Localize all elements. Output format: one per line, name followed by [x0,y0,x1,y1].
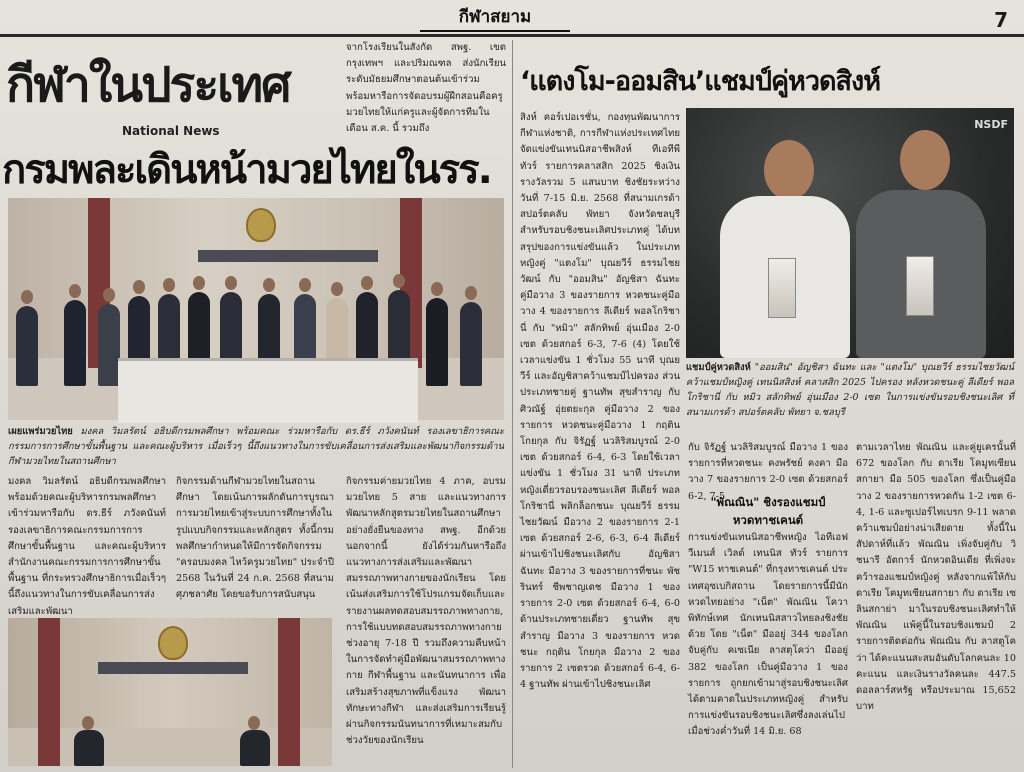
page-number: 7 [994,8,1008,32]
photo-logo: NSDF [974,118,1008,131]
sub-headline-1: "พัณณิน" ชิงรองแชมป์ [710,495,826,509]
column-divider [512,40,513,768]
right-story-column-b2: การแข่งขันเทนนิสอาชีพหญิง ไอทีเอฟ วีเมนส์ เวิลด์ เทนนิส ทัวร์ รายการ "W15 ทาชเคนต์" ที่กรุงทาชเคนต์ ประเทศอุซเบกิสถาน โดยรายการนี้มีนักหวดไทยอย่าง "เน็ต" พัณณิน โควาพิทักษ์เทศ นักเทนนิสสาวไทยลงชิงชัยด้วย โดย "เน็ต" มืออยู่ 344 ของโลก จับคู่กับ คเซเนีย ลาสตุโคว่า มืออยู่ 382 ของโลก เป็นคู่มือวาง 1 ของรายการ ถูกยกเข้ามาสู่รอบชิงชนะเลิศได้ตามคาดในประเภทหญิงคู่ สำหรับการแข่งขันรอบชิงชนะเลิศซึ่งลงเล่นไปเมื่อช่วงค่ำวันที่ 14 มิ.ย. 68 [688,532,848,738]
header-rule [0,34,1024,37]
left-story-column-2: กิจกรรมด้านกีฬามวยไทยในสถานศึกษา โดยเน้นการผลักดันการบูรณาการมวยไทยเข้าสู่ระบบการศึกษาทั้งในรูปแบบกิจกรรมและหลักสูตร ทั้งนี้กรมพลศึกษากำหนดให้มีการจัดกิจกรรม "ครอบมงคล ไหว้ครูมวยไทย" ประจำปี 2568 ในวันที่ 24 ก.ค. 2568 ที่สนามศุภชลาศัย โดยขอรับการสนับสนุน [176,476,334,601]
caption-lead: เผยแพร่มวยไทย [8,426,73,437]
meeting-photo-caption [8,424,504,470]
section-subtitle: National News [122,124,220,138]
right-story-headline: ‘แตงโม-ออมสิน’แชมป์คู่หวดสิงห์ [520,66,880,97]
left-story-column-1: มงคล วิมลรัตน์ อธิบดีกรมพลศึกษา พร้อมด้วยคณะผู้บริหารกรมพลศึกษา เข้าร่วมหารือกับ ดร.ธีร์ ภวังคนันท์ รองเลขาธิการคณะกรรมการการศึกษาขั้นพื้นฐาน และคณะผู้บริหารสำนักงานคณะกรรมการการศึกษาขั้นพื้นฐาน ที่กระทรวงศึกษาธิการเมื่อเร็วๆ นี้ถึงแนวทางในการขับเคลื่อนการส่งเสริมและพัฒนา [8,476,166,617]
right-story-column-b: กับ จิรัฏฐ์ นวลิริสมบูรณ์ มือวาง 1 ของรายการที่หวดชนะ คงพรัชย์ คงคา มือวาง 7 ของรายการ 2-0 เซต ด้วยสกอร์ 6-2, 7-5 [688,442,848,502]
right-story-column-a: สิงห์ คอร์เปอเรชั่น, กองทุนพัฒนาการกีฬาแห่งชาติ, การกีฬาแห่งประเทศไทย จัดแข่งขันเทนนิสอาชีพสิงห์ ทีเอทีพี ทัวร์ รายการคลาสสิก 2025 ชิงเงินรางวัลรวม 5 แสนบาท ชิงชัยระหว่างวันที่ 7-15 มิ.ย. 2568 ที่สนามเกรด้า สปอร์ตคลับ พัทยา จังหวัดชลบุรี สำหรับรอบชิงชนะเลิศประเภทคู่ ได้บทสรุปของการแข่งขันแล้ว ในประเภทหญิงคู่ "แตงโม" บุณยวีร์ ธรรมไชยวัฒน์ กับ "ออมสิน" อัญชิสา ฉันทะ คู่มือวาง 3 ของรายการ หวดชนะคู่มือวาง 4 ของรายการ ลีเดียร์ พอลโกริชานี่ กับ "หมิว" สลักทิพย์ อุ่นเมือง 2-0 เซต ด้วยสกอร์ 6-3, 7-6 (4) โดยใช้เวลาแข่งขัน 1 ชั่วโมง 55 นาที บุณยวีร์ และอัญชิสาคว้าแชมป์ไปครอง ส่วนประเภทชายคู่ ฐานทัพ สุขสำราญ กับ ศิวณัฐ์ อุ่ยตยะกุล คู่มือวาง 2 ของรายการ หวดชนะคู่มือวาง 1 กฤติน โกยกุล กับ จิรัฏฐ์ นวลิริสมบูรณ์ 2-0 เซต ด้วยสกอร์ 6-4, 6-3 โดยใช้เวลาแข่งขัน 1 ชั่วโมง 31 นาที ประเภทหญิงเดี่ยวรอบรองชนะเลิศ ลีเดียร์ พอลโกริชานี่ พลิกล็อกชนะ บุณยวีร์ ธรรมไชยวัฒน์ มือวาง 2 ของรายการ 2-1 เซต ด้วยสกอร์ 2-6, 6-3, 6-4 ลีเดียร์ ผ่านเข้าไปชิงชนะเลิศกับ อัญชิสา ฉันทะ มือวาง 3 ของรายการที่ชนะ พัชรินทร์ ชีพชาญเดช มือวาง 1 ของรายการ 2-0 เซต ด้วยสกอร์ 6-4, 6-0 ด้านประเภทชายเดี่ยว ฐานทัพ สุขสำราญ มือวาง 3 ของรายการ หวดชนะ กฤติน โกยกุล มือวาง 2 ของรายการ 2 เซตรวด ด้วยสกอร์ 6-4, 6-4 ฐานทัพ ผ่านเข้าไปชิงชนะเลิศ [520,112,680,691]
left-story-top-column: จากโรงเรียนในสังกัด สพฐ. เขตกรุงเทพฯ และปริมณฑล ส่งนักเรียนระดับมัธยมศึกษาตอนต้นเข้าร่วม พร้อมหารือการจัดอบรมผู้ฝึกสอนคือครูมวยไทยให้แก่ครูและผู้จัดการทีมในเดือน ส.ค. นี้ รวมถึง [346,42,506,135]
caption-text: มงคล วิมลรัตน์ อธิบดีกรมพลศึกษา พร้อมคณะ ร่วมหารือกับ ดร.ธีร์ ภวังคนันท์ รองเลขาธิการคณะกรรมการการศึกษาขั้นพื้นฐาน และคณะผู้บริหาร เมื่อเร็วๆ นี้ถึงแนวทางในการขับเคลื่อนการส่งเสริมและพัฒนากิจกรรมด้านกีฬามวยไทยในสถานศึกษา [8,426,504,467]
ministry-crest-icon [246,208,276,242]
left-story-column-3: กิจกรรมค่ายมวยไทย 4 ภาค, อบรมมวยไทย 5 สาย และแนวทางการพัฒนาหลักสูตรมวยไทยในสถานศึกษาอย่างยั่งยืนของทาง สพฐ. อีกด้วย นอกจากนี้ ยังได้ร่วมกันหารือถึงแนวทางการส่งเสริมและพัฒนาสมรรถภาพทางกายของนักเรียน โดยเน้นส่งเสริมการใช้โปรแกรมจัดเก็บและรายงานผลทดสอบสมรรถภาพทางกาย, การใช้แบบทดสอบสมรรถภาพทางกายช่วงอายุ 7-18 ปี รวมถึงความคืบหน้าในการจัดทำคู่มือพัฒนาสมรรถภาพทางกาย กีฬาพื้นฐาน และนันทนาการ เพื่อเสริมสร้างสุขภาพที่แข็งแรง พัฒนาทักษะทางกีฬา และส่งเสริมการเรียนรู้ผ่านกิจกรรมนันทนาการที่เหมาะสมกับช่วงวัยของนักเรียน [346,476,506,747]
meeting-room-photo [8,618,332,766]
left-story-headline: กรมพละเดินหน้ามวยไทยในรร. [2,147,491,193]
masthead: กีฬาสยาม [420,4,570,32]
caption-lead: แชมป์คู่หวดสิงห์ [686,362,751,373]
section-title: กีฬาในประเทศ [6,57,290,113]
trophy-icon [906,256,934,316]
tennis-photo-caption [686,360,1014,436]
tennis-champions-photo [686,108,1014,358]
sub-headline-2: หวดทาชเคนต์ [732,513,804,527]
meeting-photo [8,198,504,420]
ministry-crest-icon [158,626,188,660]
right-story-column-c: ตามเวลาไทย พัณณิน และคู่ยูเครนั้นที่ 672 ของโลก กับ ดาเรีย โคมูทเซียนสกายา มือ 505 ของโลก ซึ่งเป็นคู่มือวาง 2 ของรายการหวดกัน 1-2 เซต 6-4, 1-6 และซูเปอร์ไทเบรก 9-11 พลาดคว้าแชมป์อย่างน่าเสียดาย ทั้งนี้ในสัปดาห์ที่แล้ว พัณณิน เพิ่งจับคู่กับ วิชนารี อัตการ์ นักหวดอินเดีย ที่เพิ่งจะคว้ารองแชมป์หญิงคู่ หลังจากแพ้ให้กับ ดาเรีย โคมูทเซียนสกายา กับ ดาเรีย เซลินสกาย่า มาในรอบชิงชนะเลิศทำให้ พัณณิน แพ้คู่นี้ในรอบชิงแชมป์ 2 รายการติดต่อกัน พัณณิน กับ ลาสตูโคว่า ได้คะแนนสะสมอันดับโลกคนละ 10 คะแนน และเงินรางวัลคนละ 447.5 ดอลลาร์สหรัฐ หรือประมาณ 15,652 บาท [856,442,1016,713]
trophy-icon [768,258,796,318]
caption-text: "ออมสิน" อัญชิสา ฉันทะ และ "แตงโม" บุณยวีร์ ธรรมไชยวัฒน์ คว้าแชมป์หญิงคู่ เทนนิสสิงห์ คลาสสิก 2025 ไปครอง หลังหวดชนะคู่ ลีเดียร์ พอลโกริชานี่ กับ หมิว สลักทิพย์ อุ่นเมือง 2-0 เซต ในการแข่งขันรอบชิงชนะเลิศ ที่สนามเกรด้า สปอร์ตคลับ พัทยา จ.ชลบุรี [686,362,1014,418]
